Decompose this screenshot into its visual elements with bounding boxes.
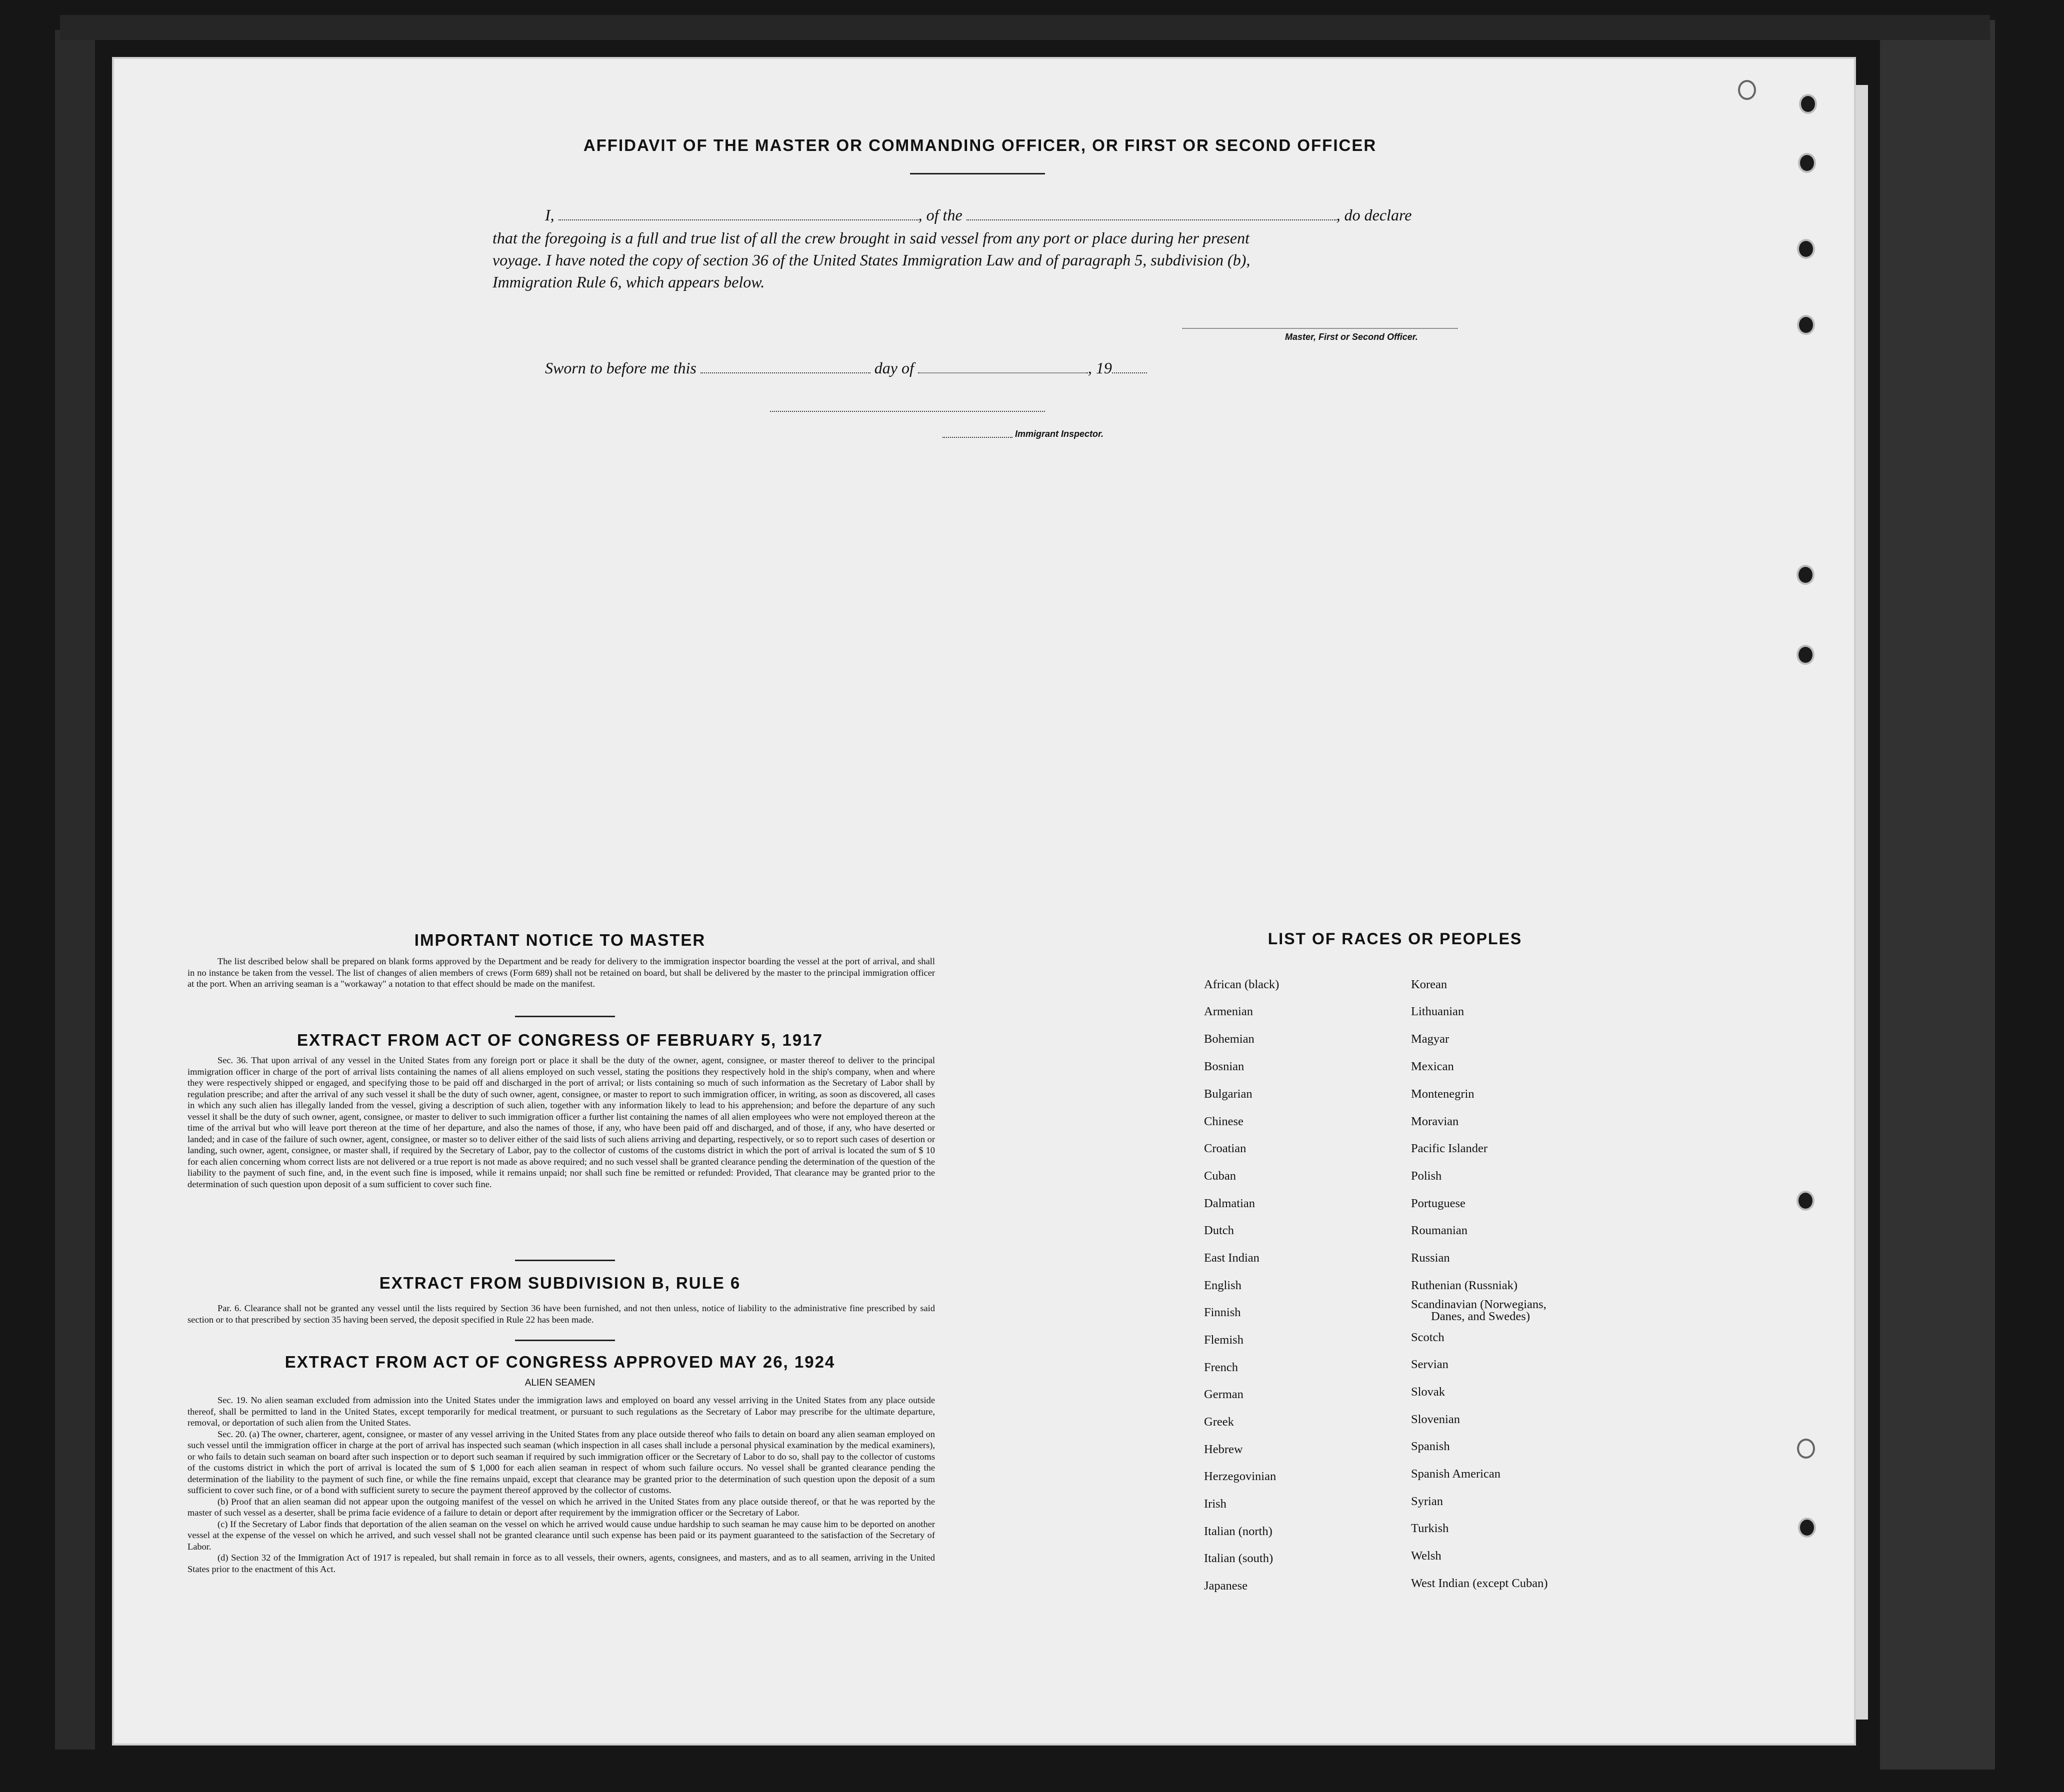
alien-seamen-subtitle: ALIEN SEAMEN bbox=[524, 1378, 596, 1388]
race-item: Armenian bbox=[1204, 1005, 1253, 1018]
background-top-band bbox=[60, 15, 1990, 40]
race-item: Finnish bbox=[1204, 1306, 1241, 1319]
day-of-text: day of bbox=[874, 359, 914, 377]
affidavit-line-1 bbox=[545, 206, 1412, 224]
extract-1924-paragraph: (c) If the Secretary of Labor finds that deportation of the alien seaman on the vessel on which he arrived would cause undue hardship to such seaman he may cause him to be deported on another vessel at the expense of the vessel on which he arrived, and such vessel shall not be granted clearance until such expense has been paid or its payment guaranteed to the satisfaction of the Secretary of Labor. bbox=[188, 1519, 935, 1552]
race-item: Slovenian bbox=[1411, 1413, 1460, 1426]
race-item: Bulgarian bbox=[1204, 1087, 1252, 1101]
race-item: Greek bbox=[1204, 1415, 1234, 1429]
affidavit-i: I, bbox=[545, 206, 554, 224]
master-signature-line bbox=[1182, 328, 1458, 329]
race-item: Danes, and Swedes) bbox=[1431, 1310, 1530, 1323]
race-item: Roumanian bbox=[1411, 1224, 1468, 1237]
race-item: Dutch bbox=[1204, 1224, 1234, 1237]
notice-paragraph: The list described below shall be prepared on blank forms approved by the Department and be ready for delivery to the immigration inspector boarding the vessel at the port of arrival, and shall in no instance be taken from the vessel. The list of changes of alien members of crews (Form 689) shall not be retained on board, but shall be delivered by the master to the principal immigration officer at the port. When an arriving seaman is a "workaway" a notation to that effect should be made on the manifest. bbox=[188, 956, 935, 989]
race-item: Korean bbox=[1411, 978, 1448, 991]
extract-1924-paragraph: (d) Section 32 of the Immigration Act of 1917 is repealed, but shall remain in force as to all vessels, their owners, agents, consignees, and masters, and as to all seamen, arriving in the United States prior to the enactment of this Act. bbox=[188, 1553, 935, 1574]
race-item: African (black) bbox=[1204, 978, 1280, 991]
inspector-caption: Immigrant Inspector. bbox=[1015, 429, 1104, 439]
section-rule bbox=[515, 1340, 615, 1341]
race-item: Spanish American bbox=[1411, 1467, 1500, 1481]
extract-1924-paragraph: Sec. 20. (a) The owner, charterer, agent, consignee, or master of any vessel arriving in the United States from any place outside thereof who fails to detain on board any alien seaman employed on such vessel until the immigration officer in charge at the port of arrival has inspected such seaman (which inspection in all cases shall include a personal physical examination by the medical examiners), or who fails to detain such seaman on board after such inspection or to deport such seaman if required by such immigration officer or the Secretary of Labor to do so, shall pay to the collector of customs of the customs district in which the port of arrival is located the sum of $ 1,000 for each alien seaman in respect of whom such failure occurs. No vessel shall be granted clearance pending the determination of the liability to the payment of such fine, or while the fine remains unpaid, except that clearance may be granted prior to the determination of such question upon the deposit of a sum sufficient to cover such fine, or of a bond with sufficient surety to secure the payment thereof approved by the collector of customs. bbox=[188, 1429, 935, 1495]
race-item: Cuban bbox=[1204, 1169, 1236, 1183]
binder-hole bbox=[1798, 153, 1816, 173]
extract-1924-paragraph: (b) Proof that an alien seaman did not appear upon the outgoing manifest of the vessel on which he arrived in the United States from any place outside thereof, or that he was reported by the master of such vessel as a deserter, shall be prima facie evidence of a failure to detain or deport after requirement by the immigration officer or the Secretary of Labor. bbox=[188, 1496, 935, 1518]
race-item: Croatian bbox=[1204, 1142, 1246, 1155]
binder-hole bbox=[1738, 80, 1756, 100]
race-item: English bbox=[1204, 1279, 1242, 1292]
inspector-signature-line bbox=[770, 411, 1045, 412]
notice-text bbox=[188, 956, 935, 990]
binder-hole bbox=[1797, 1439, 1815, 1459]
year-blank bbox=[1112, 369, 1147, 373]
binder-hole bbox=[1798, 1518, 1816, 1538]
race-item: Scotch bbox=[1411, 1331, 1444, 1344]
race-item: Bosnian bbox=[1204, 1060, 1244, 1073]
sworn-month-blank bbox=[918, 369, 1088, 373]
race-item: Turkish bbox=[1411, 1522, 1449, 1535]
extract-1917-paragraph: Sec. 36. That upon arrival of any vessel in the United States from any foreign port or place it shall be the duty of the owner, agent, consignee, or master thereof to deliver to the principal immigration officer in charge of the port of arrival lists containing the names of all aliens employed on such vessel, stating the positions they respectively hold in the ship's company, when and where they were respectively shipped or engaged, and specifying those to be paid off and discharged in the port of arrival; or lists containing so much of such information as the Secretary of Labor shall by regulation prescribe; and after the arrival of any such vessel it shall be the duty of such owner, agent, consignee, or master to report to such immigration officer, in writing, as soon as discovered, all cases in which any such alien has illegally landed from the vessel, giving a description of such alien, together with any information likely to lead to his apprehension; and before the departure of any such vessel it shall be the duty of such owner, agent, consignee, or master to deliver to such immigration officer a further list containing the names of all alien employees who were not employed thereon at the time of the arrival but who will leave port thereon at the time of her departure, and also the names of those, if any, who have been paid off and discharged, and of those, if any, who have deserted or landed; and in case of the failure of such owner, agent, consignee, or master so to deliver either of the said lists of such aliens arriving and departing, respectively, or so to report such cases of desertion or landing, such owner, agent, consignee, or master shall, if required by the Secretary of Labor, pay to the collector of customs of the customs district in which the port of arrival is located the sum of $ 10 for each alien concerning whom correct lists are not delivered or a true report is not made as above required; and no such vessel shall be granted clearance pending the determination of the question of the liability to the payment of such fine, and, in the event such fine is imposed, while it remains unpaid; nor shall such fine be remitted or refunded: Provided, That clearance may be granted prior to the determination of such question upon deposit of a sum sufficient to cover such fine. bbox=[188, 1055, 935, 1189]
race-item: Italian (north) bbox=[1204, 1525, 1272, 1538]
race-item: Bohemian bbox=[1204, 1032, 1254, 1046]
vessel-blank bbox=[966, 216, 1336, 220]
race-item: Ruthenian (Russniak) bbox=[1411, 1279, 1518, 1292]
year-text: , 19 bbox=[1088, 359, 1112, 377]
binder-hole bbox=[1796, 565, 1814, 585]
race-item: German bbox=[1204, 1388, 1244, 1401]
race-item: Magyar bbox=[1411, 1032, 1450, 1046]
affidavit-declare: , do declare bbox=[1336, 206, 1412, 224]
sworn-day-blank bbox=[700, 369, 870, 373]
notice-title: IMPORTANT NOTICE TO MASTER bbox=[414, 931, 706, 949]
affidavit-of-the: , of the bbox=[918, 206, 962, 224]
race-item: Syrian bbox=[1411, 1495, 1443, 1508]
binder-hole bbox=[1796, 645, 1814, 665]
extract-1917-title: EXTRACT FROM ACT OF CONGRESS OF FEBRUARY 5, 1917 bbox=[297, 1031, 823, 1049]
race-item: East Indian bbox=[1204, 1251, 1260, 1265]
affidavit-line-4: Immigration Rule 6, which appears below. bbox=[492, 273, 765, 291]
binder-hole bbox=[1797, 239, 1815, 259]
section-rule bbox=[515, 1260, 615, 1261]
race-item: Japanese bbox=[1204, 1579, 1248, 1593]
affidavit-line-3: voyage. I have noted the copy of section 36 of the United States Immigration Law and of paragraph 5, subdivision (b), bbox=[492, 251, 1250, 269]
sworn-text: Sworn to before me this bbox=[545, 359, 696, 377]
race-item: Dalmatian bbox=[1204, 1197, 1256, 1210]
affidavit-line-2: that the foregoing is a full and true list of all the crew brought in said vessel from any port or place during her present bbox=[492, 229, 1250, 247]
extract-1924-text bbox=[188, 1395, 935, 1575]
race-item: Herzegovinian bbox=[1204, 1470, 1276, 1483]
race-item: Pacific Islander bbox=[1411, 1142, 1488, 1155]
race-item: Montenegrin bbox=[1411, 1087, 1474, 1101]
inspector-short-line bbox=[942, 437, 1012, 438]
race-item: Chinese bbox=[1204, 1115, 1244, 1128]
binder-hole bbox=[1799, 94, 1817, 114]
extract-1924-paragraph: Sec. 19. No alien seaman excluded from admission into the United States under the immigration laws and employed on board any vessel arriving in the United States from any place outside thereof, shall be permitted to land in the United States, except temporarily for medical treatment, or pursuant to such regulations as the Secretary of Labor may prescribe for the ultimate departure, removal, or deportation of such alien from the United States. bbox=[188, 1395, 935, 1428]
extract-rule6-text bbox=[188, 1303, 935, 1325]
race-item: French bbox=[1204, 1361, 1238, 1374]
race-item: Flemish bbox=[1204, 1333, 1244, 1347]
affidavit-title: AFFIDAVIT OF THE MASTER OR COMMANDING OFFICER, OR FIRST OR SECOND OFFICER bbox=[583, 136, 1377, 154]
race-item: Italian (south) bbox=[1204, 1552, 1274, 1565]
extract-rule6-paragraph: Par. 6. Clearance shall not be granted any vessel until the lists required by Section 36 have been furnished, and not then unless, notice of liability to the administrative fine prescribed by said section or to that prescribed by section 35 having been served, the deposit specified in Rule 22 has been made. bbox=[188, 1303, 935, 1325]
name-blank bbox=[558, 216, 918, 220]
race-item: Moravian bbox=[1411, 1115, 1459, 1128]
race-item: Russian bbox=[1411, 1251, 1450, 1265]
binder-hole bbox=[1796, 1191, 1814, 1211]
page-edge bbox=[1854, 85, 1868, 1720]
race-item: Hebrew bbox=[1204, 1443, 1243, 1456]
extract-1917-text bbox=[188, 1055, 935, 1190]
race-item: Portuguese bbox=[1411, 1197, 1466, 1210]
title-rule bbox=[910, 173, 1045, 174]
race-item: Welsh bbox=[1411, 1549, 1442, 1563]
background-left-band bbox=[55, 30, 95, 1750]
extract-1924-title: EXTRACT FROM ACT OF CONGRESS APPROVED MAY 26, 1924 bbox=[284, 1353, 836, 1371]
race-item: Mexican bbox=[1411, 1060, 1454, 1073]
sworn-line bbox=[545, 359, 1147, 377]
section-rule bbox=[515, 1016, 615, 1017]
race-item: Irish bbox=[1204, 1497, 1226, 1511]
race-item: Scandinavian (Norwegians, bbox=[1411, 1298, 1546, 1311]
binder-hole bbox=[1797, 315, 1815, 335]
extract-rule6-title: EXTRACT FROM SUBDIVISION B, RULE 6 bbox=[379, 1274, 741, 1292]
race-item: Slovak bbox=[1411, 1385, 1446, 1399]
race-item: West Indian (except Cuban) bbox=[1411, 1577, 1548, 1590]
background-right-band bbox=[1880, 20, 1995, 1770]
race-item: Spanish bbox=[1411, 1440, 1450, 1453]
master-caption: Master, First or Second Officer. bbox=[1285, 332, 1418, 342]
race-item: Polish bbox=[1411, 1169, 1442, 1183]
race-item: Servian bbox=[1411, 1358, 1448, 1371]
races-title: LIST OF RACES OR PEOPLES bbox=[1268, 930, 1522, 948]
race-item: Lithuanian bbox=[1411, 1005, 1464, 1018]
